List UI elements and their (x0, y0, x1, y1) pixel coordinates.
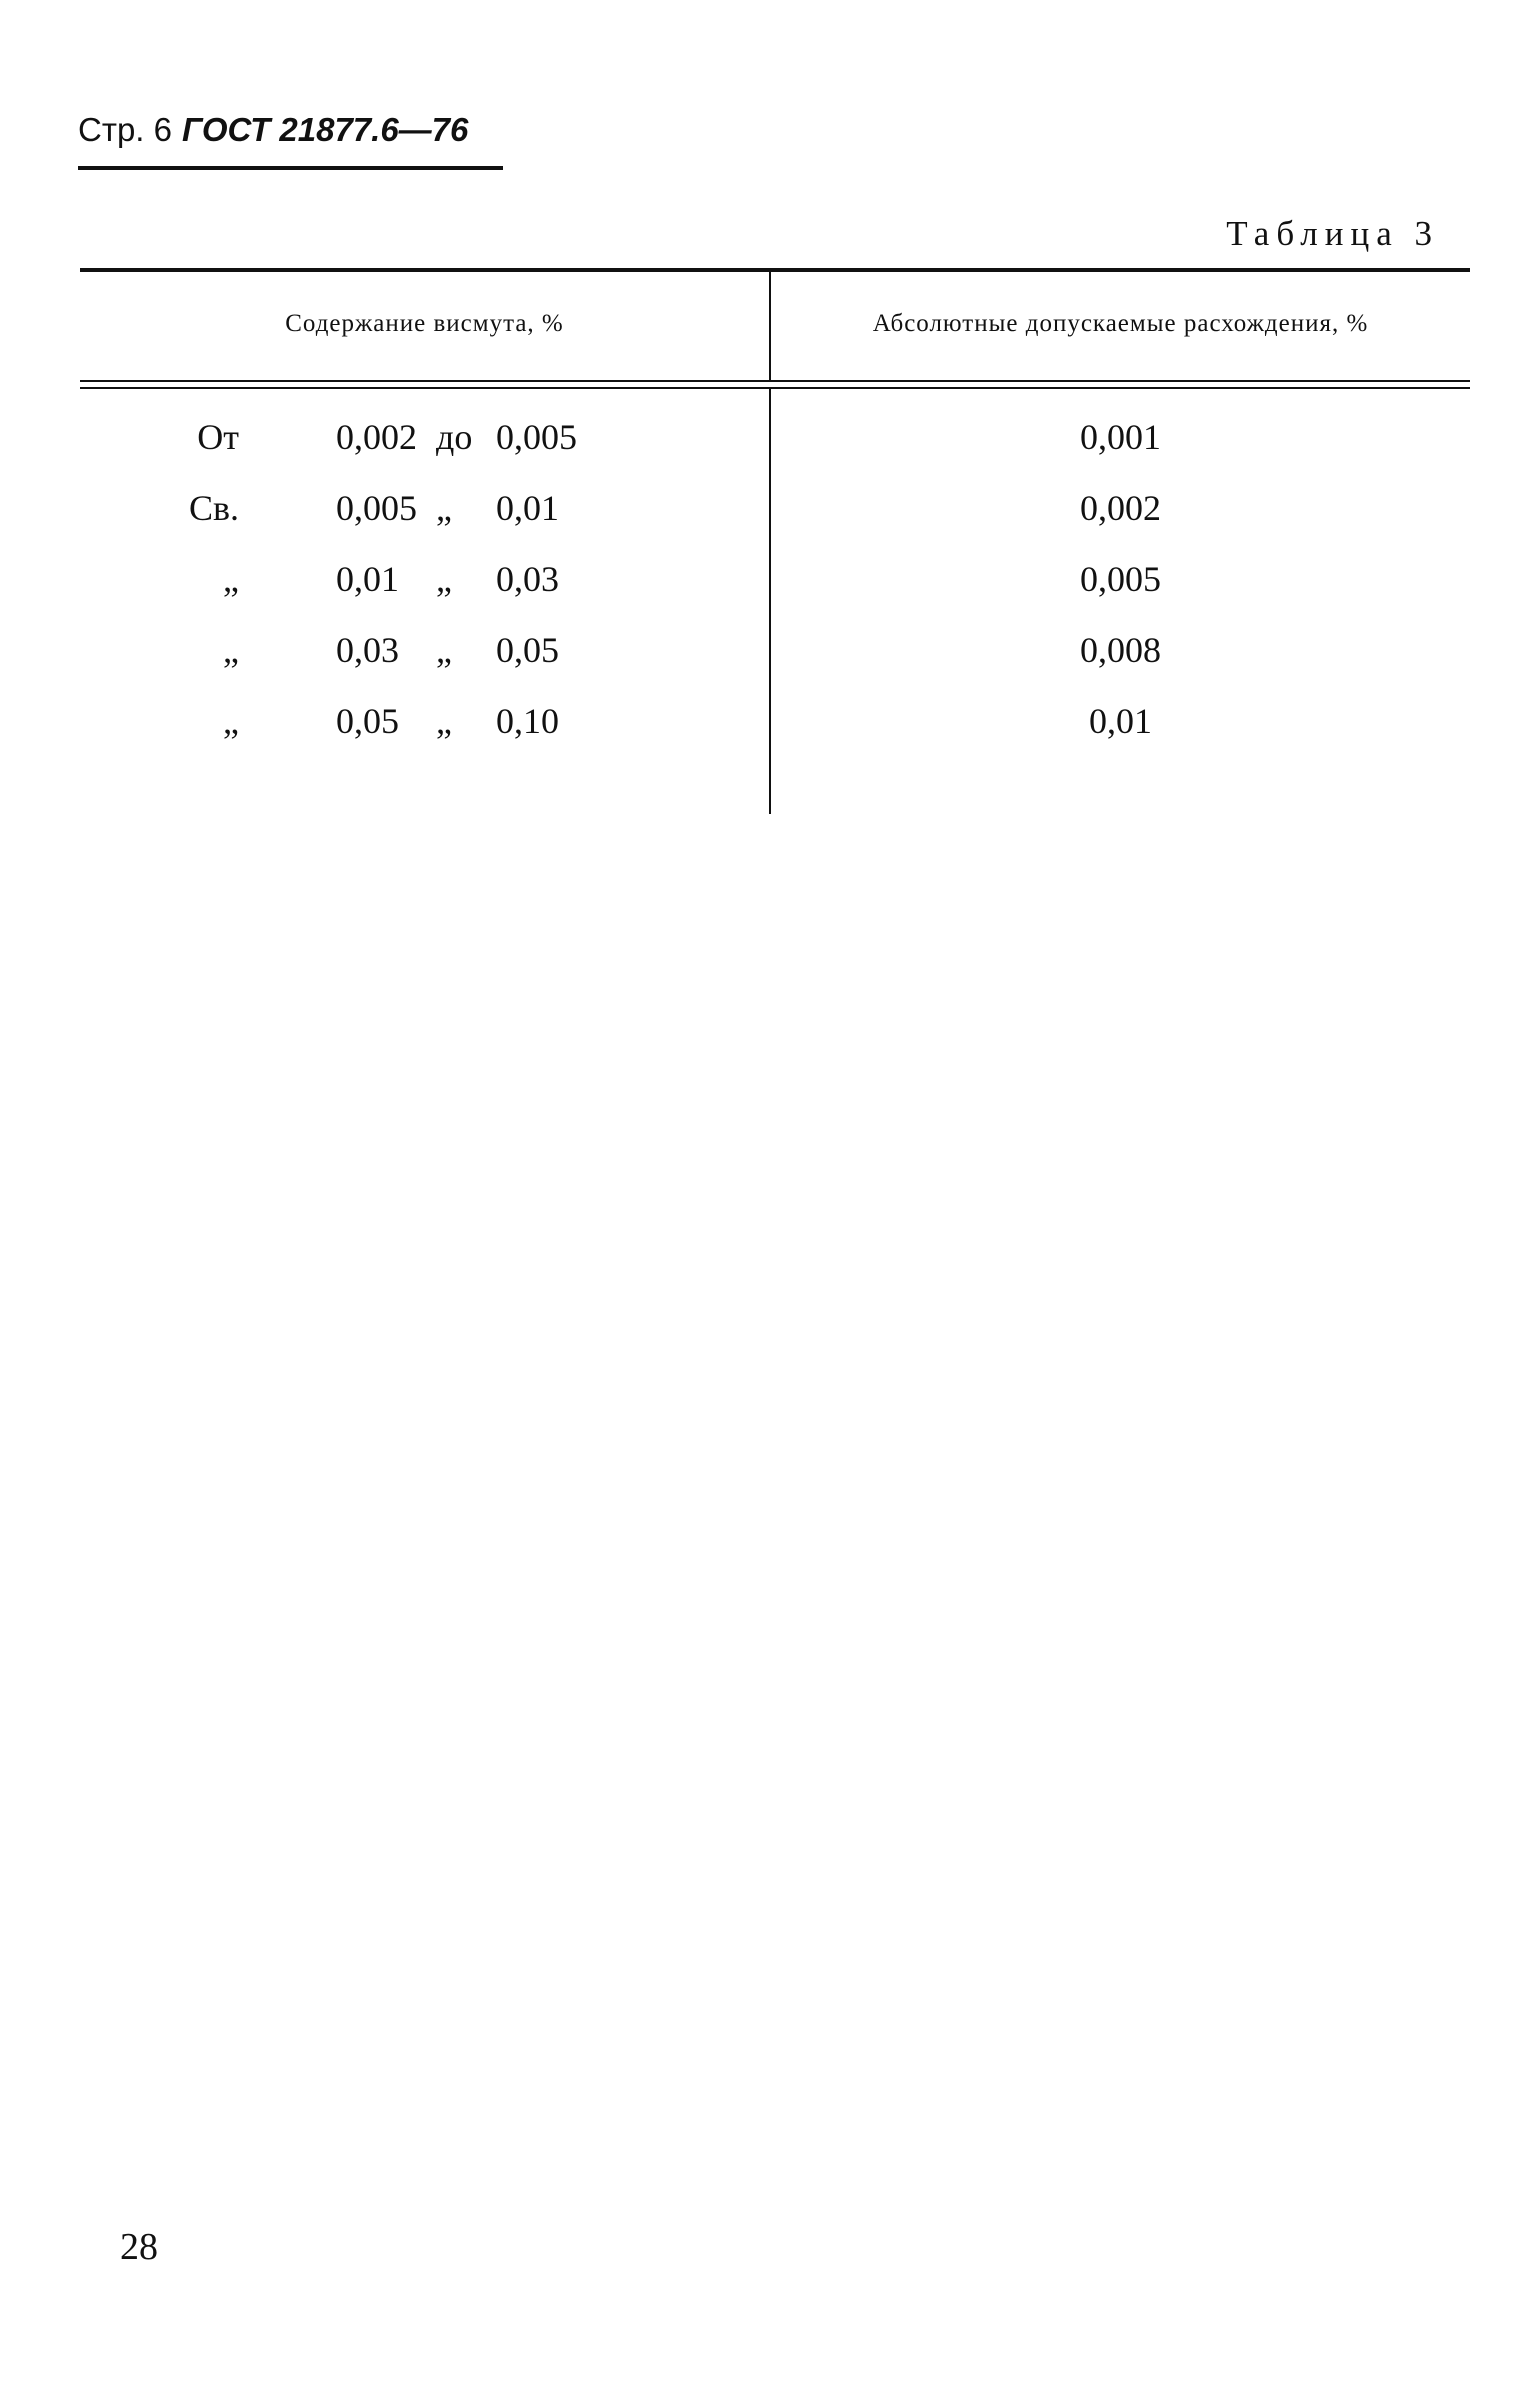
table-row (0, 416, 1519, 476)
standard-number: ГОСТ 21877.6—76 (182, 111, 469, 148)
range-connector: „ (436, 559, 452, 599)
range-to: 0,05 (496, 630, 559, 670)
range-to: 0,03 (496, 559, 559, 599)
page-header (78, 102, 503, 170)
range-connector: до (436, 417, 473, 457)
range-to: 0,005 (496, 417, 577, 457)
range-connector: „ (436, 701, 452, 741)
table-top-rule (80, 268, 1470, 272)
header-double-rule-lower (80, 387, 1470, 389)
table-row (0, 700, 1519, 760)
table-caption: Таблица 3 (1226, 214, 1439, 253)
tolerance-cell: 0,005 (1080, 559, 1161, 599)
column-header-tolerance: Абсолютные допускаемые расхождения, % (872, 310, 1369, 337)
range-to: 0,01 (496, 488, 559, 528)
range-prefix: „ (223, 559, 239, 599)
tolerance-cell: 0,01 (1089, 701, 1152, 741)
column-header-bismuth-content: Содержание висмута, % (285, 310, 564, 337)
range-from: 0,05 (336, 701, 399, 741)
range-connector: „ (436, 488, 452, 528)
range-prefix: От (197, 417, 239, 457)
table-row (0, 629, 1519, 689)
range-prefix: Св. (188, 488, 239, 528)
range-from: 0,002 (336, 417, 417, 457)
range-connector: „ (436, 630, 452, 670)
range-from: 0,03 (336, 630, 399, 670)
range-from: 0,005 (336, 488, 417, 528)
range-prefix: „ (223, 701, 239, 741)
tolerance-cell: 0,001 (1080, 417, 1161, 457)
header-double-rule-upper (80, 380, 1470, 382)
table-row (0, 558, 1519, 618)
range-to: 0,10 (496, 701, 559, 741)
tolerance-cell: 0,002 (1080, 488, 1161, 528)
range-prefix: „ (223, 630, 239, 670)
tolerance-cell: 0,008 (1080, 630, 1161, 670)
range-from: 0,01 (336, 559, 399, 599)
table-row (0, 487, 1519, 547)
page-number: 28 (120, 2226, 158, 2268)
page-label: Стр. 6 (78, 111, 172, 148)
